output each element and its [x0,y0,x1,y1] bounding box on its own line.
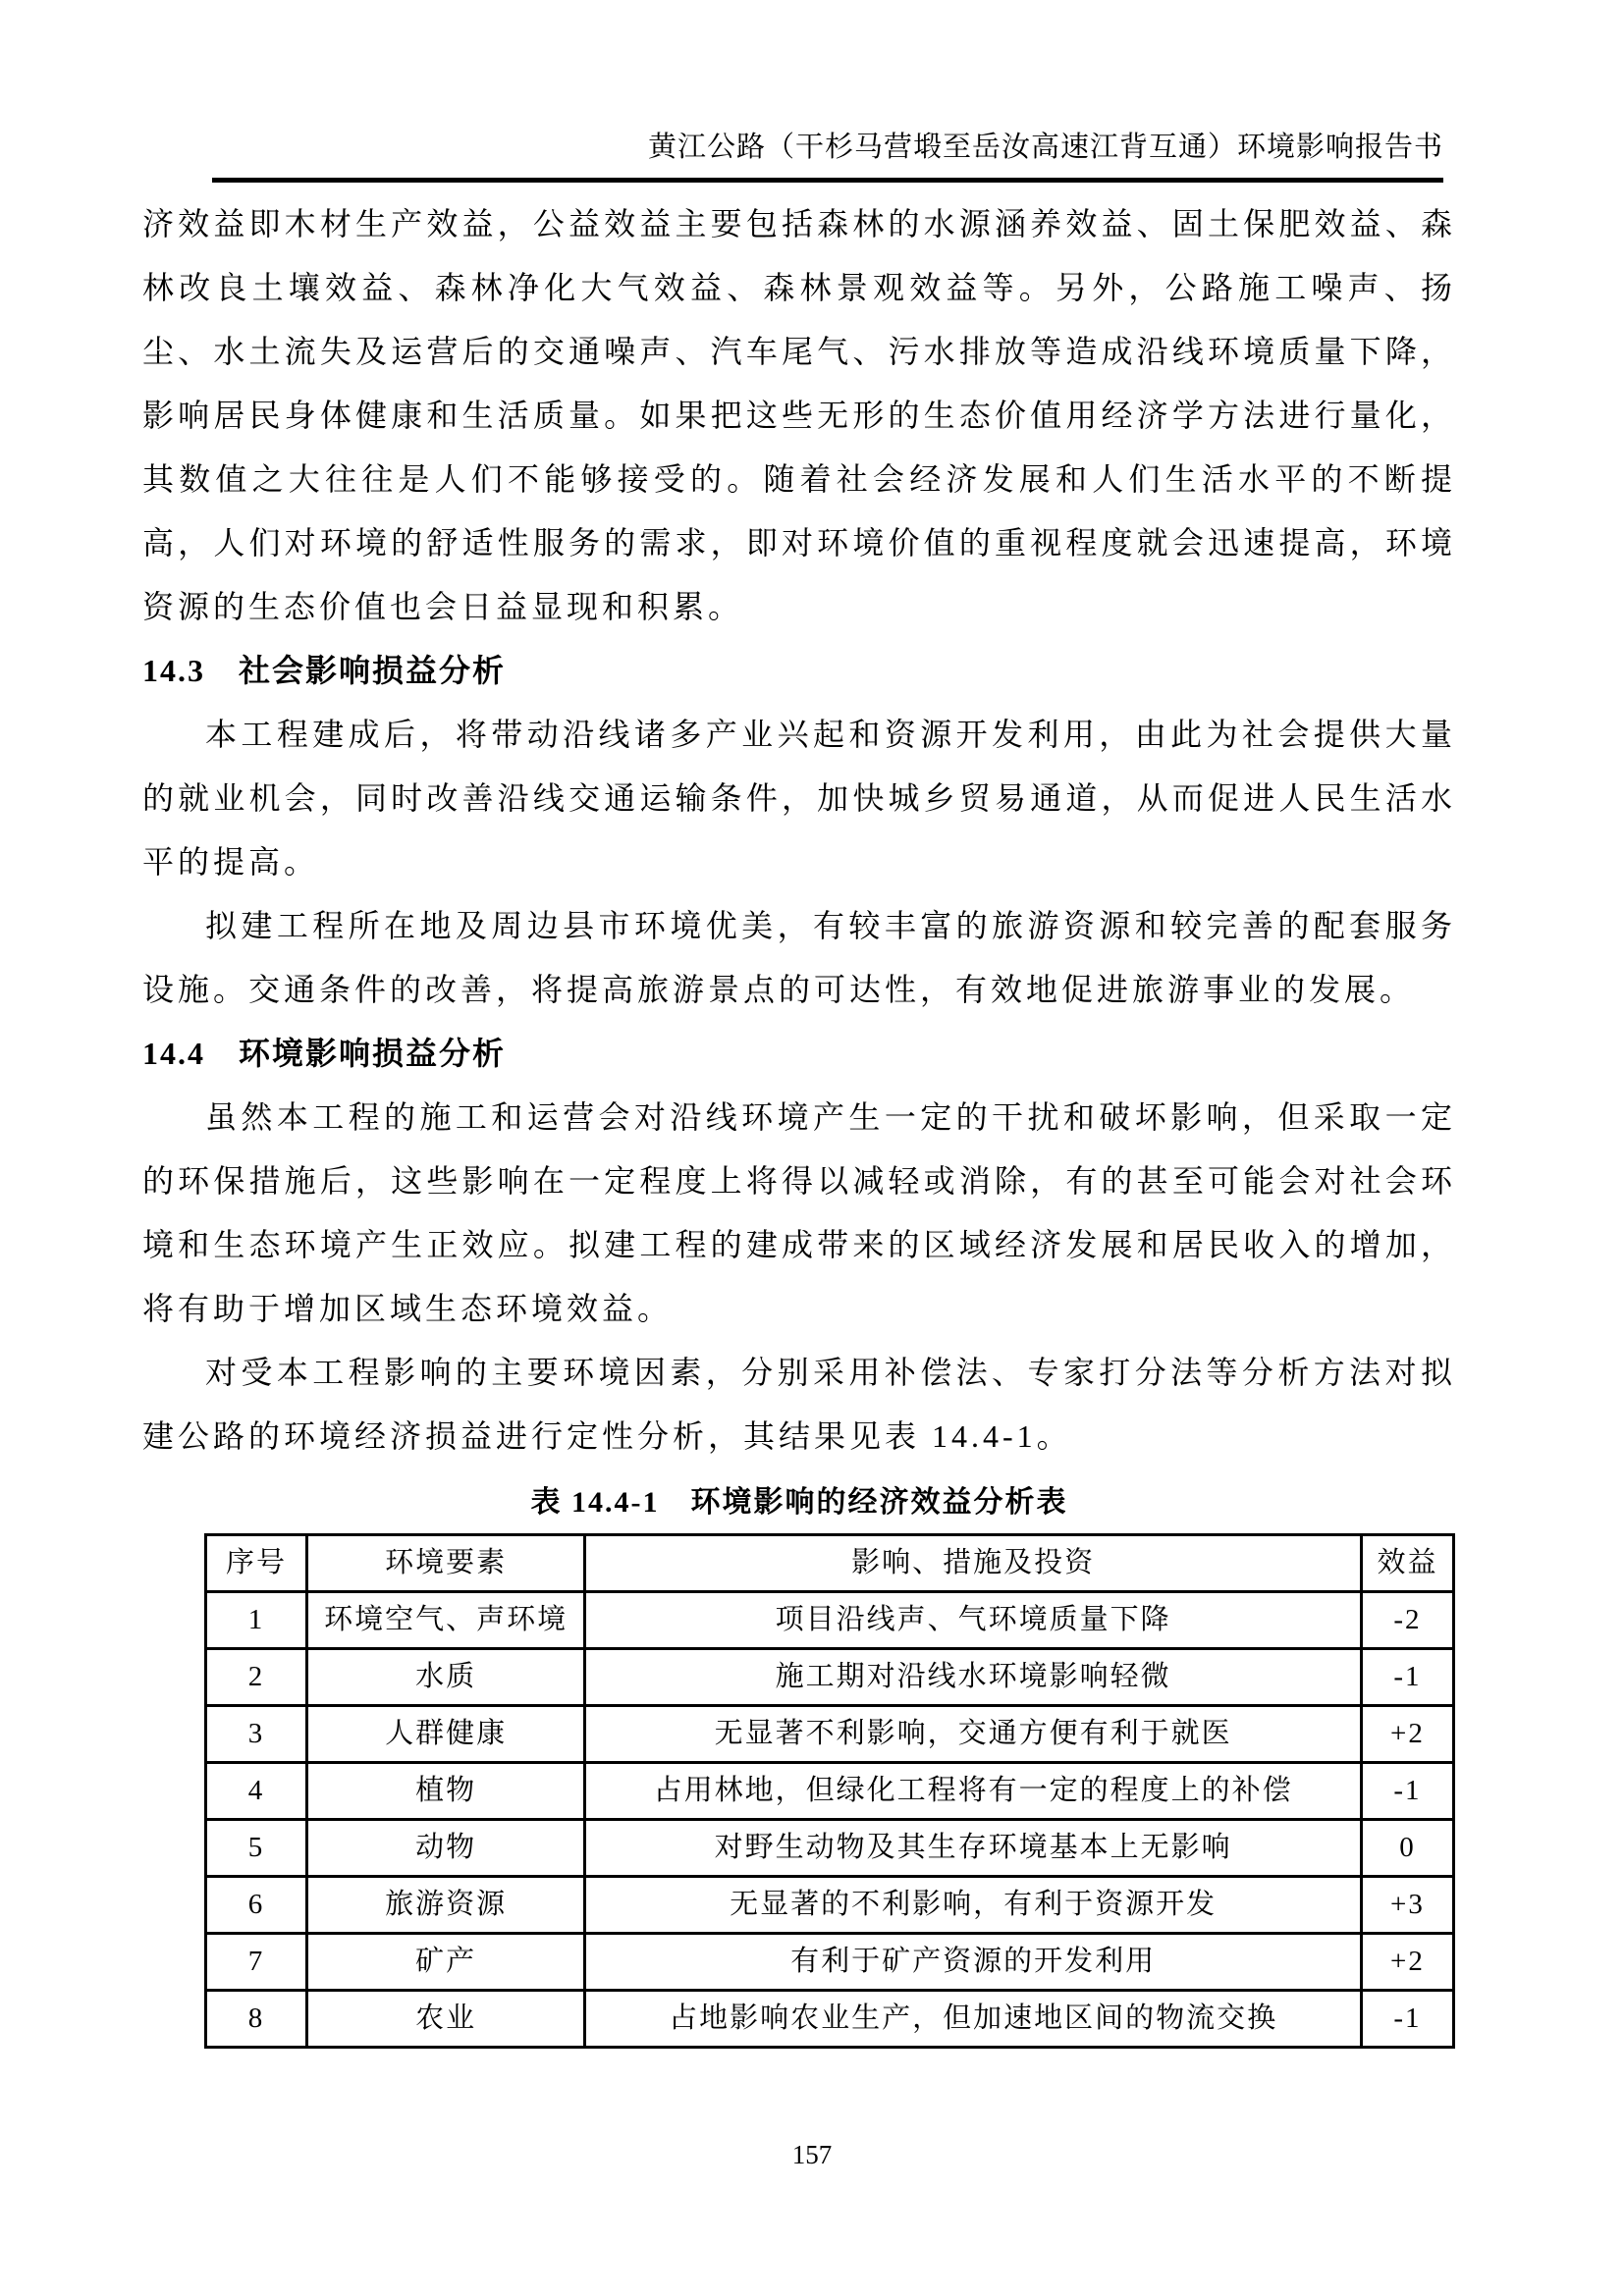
table-header-cell: 效益 [1361,1535,1453,1592]
paragraph: 对受本工程影响的主要环境因素，分别采用补偿法、专家打分法等分析方法对拟建公路的环境经济损益进行定性分析，其结果见表 14.4-1。 [142,1355,1456,1454]
paragraph: 虽然本工程的施工和运营会对沿线环境产生一定的干扰和破坏影响，但采取一定的环保措施后，这些影响在一定程度上将得以减轻或消除，有的甚至可能会对社会环境和生态环境产生正效应。拟建工程的建成带来的区域经济发展和居民收入的增加，将有助于增加区域生态环境效益。 [142,1099,1456,1326]
table-cell: 4 [206,1763,307,1820]
paragraph: 拟建工程所在地及周边县市环境优美，有较丰富的旅游资源和较完善的配套服务设施。交通条件的改善，将提高旅游景点的可达性，有效地促进旅游事业的发展。 [142,908,1456,1007]
table-cell: -1 [1361,1649,1453,1706]
section-heading-14-4: 14.4 环境影响损益分析 [142,1036,507,1071]
paragraph: 本工程建成后，将带动沿线诸多产业兴起和资源开发利用，由此为社会提供大量的就业机会，同时改善沿线交通运输条件，加快城乡贸易通道，从而促进人民生活水平的提高。 [142,717,1456,880]
table-cell: 水质 [306,1649,584,1706]
section-heading-14-3: 14.3 社会影响损益分析 [142,653,507,688]
table-row [206,1820,1454,1877]
table-caption: 表 14.4-1 环境影响的经济效益分析表 [530,1486,1068,1519]
table-cell: 施工期对沿线水环境影响轻微 [585,1649,1362,1706]
document-header-title: 黄江公路（干杉马营塅至岳汝高速江背互通）环境影响报告书 [647,132,1443,163]
table-row [206,1763,1454,1820]
table-cell: 动物 [306,1820,584,1877]
table-cell: 人群健康 [306,1706,584,1763]
table-cell: 5 [206,1820,307,1877]
table-row [206,1649,1454,1706]
table-cell: 3 [206,1706,307,1763]
table-header-cell: 影响、措施及投资 [585,1535,1362,1592]
table-row [206,1706,1454,1763]
table-cell: 8 [206,1991,307,2048]
table-cell: 农业 [306,1991,584,2048]
intro-paragraph: 济效益即木材生产效益，公益效益主要包括森林的水源涵养效益、固土保肥效益、森林改良土壤效益、森林净化大气效益、森林景观效益等。另外，公路施工噪声、扬尘、水土流失及运营后的交通噪声、汽车尾气、污水排放等造成沿线环境质量下降，影响居民身体健康和生活质量。如果把这些无形的生态价值用经济学方法进行量化，其数值之大往往是人们不能够接受的。随着社会经济发展和人们生活水平的不断提高，人们对环境的舒适性服务的需求，即对环境价值的重视程度就会迅速提高，环境资源的生态价值也会日益显现和积累。 [142,206,1456,624]
table-cell: -1 [1361,1763,1453,1820]
table-header-row [206,1535,1454,1592]
table-row [206,1934,1454,1991]
table-cell: 0 [1361,1820,1453,1877]
table-cell: -1 [1361,1991,1453,2048]
table-header-cell: 序号 [206,1535,307,1592]
page-number: 157 [791,2140,833,2169]
table-cell: 占用林地，但绿化工程将有一定的程度上的补偿 [585,1763,1362,1820]
table-cell: 对野生动物及其生存环境基本上无影响 [585,1820,1362,1877]
table-cell: 环境空气、声环境 [306,1592,584,1649]
benefit-analysis-table [204,1533,1455,2049]
table-cell: 项目沿线声、气环境质量下降 [585,1592,1362,1649]
table-row [206,1592,1454,1649]
table-cell: +2 [1361,1934,1453,1991]
table-cell: 无显著不利影响，交通方便有利于就医 [585,1706,1362,1763]
table-cell: -2 [1361,1592,1453,1649]
document-body [142,192,1456,2049]
table-cell: 7 [206,1934,307,1991]
table-cell: 无显著的不利影响，有利于资源开发 [585,1877,1362,1934]
table-cell: 1 [206,1592,307,1649]
table-cell: 矿产 [306,1934,584,1991]
table-cell: +3 [1361,1877,1453,1934]
table-row [206,1991,1454,2048]
table-cell: 2 [206,1649,307,1706]
table-cell: +2 [1361,1706,1453,1763]
table-cell: 旅游资源 [306,1877,584,1934]
header-rule [212,178,1443,183]
table-cell: 有利于矿产资源的开发利用 [585,1934,1362,1991]
table-cell: 6 [206,1877,307,1934]
table-row [206,1877,1454,1934]
table-cell: 占地影响农业生产，但加速地区间的物流交换 [585,1991,1362,2048]
table-header-cell: 环境要素 [306,1535,584,1592]
table-cell: 植物 [306,1763,584,1820]
